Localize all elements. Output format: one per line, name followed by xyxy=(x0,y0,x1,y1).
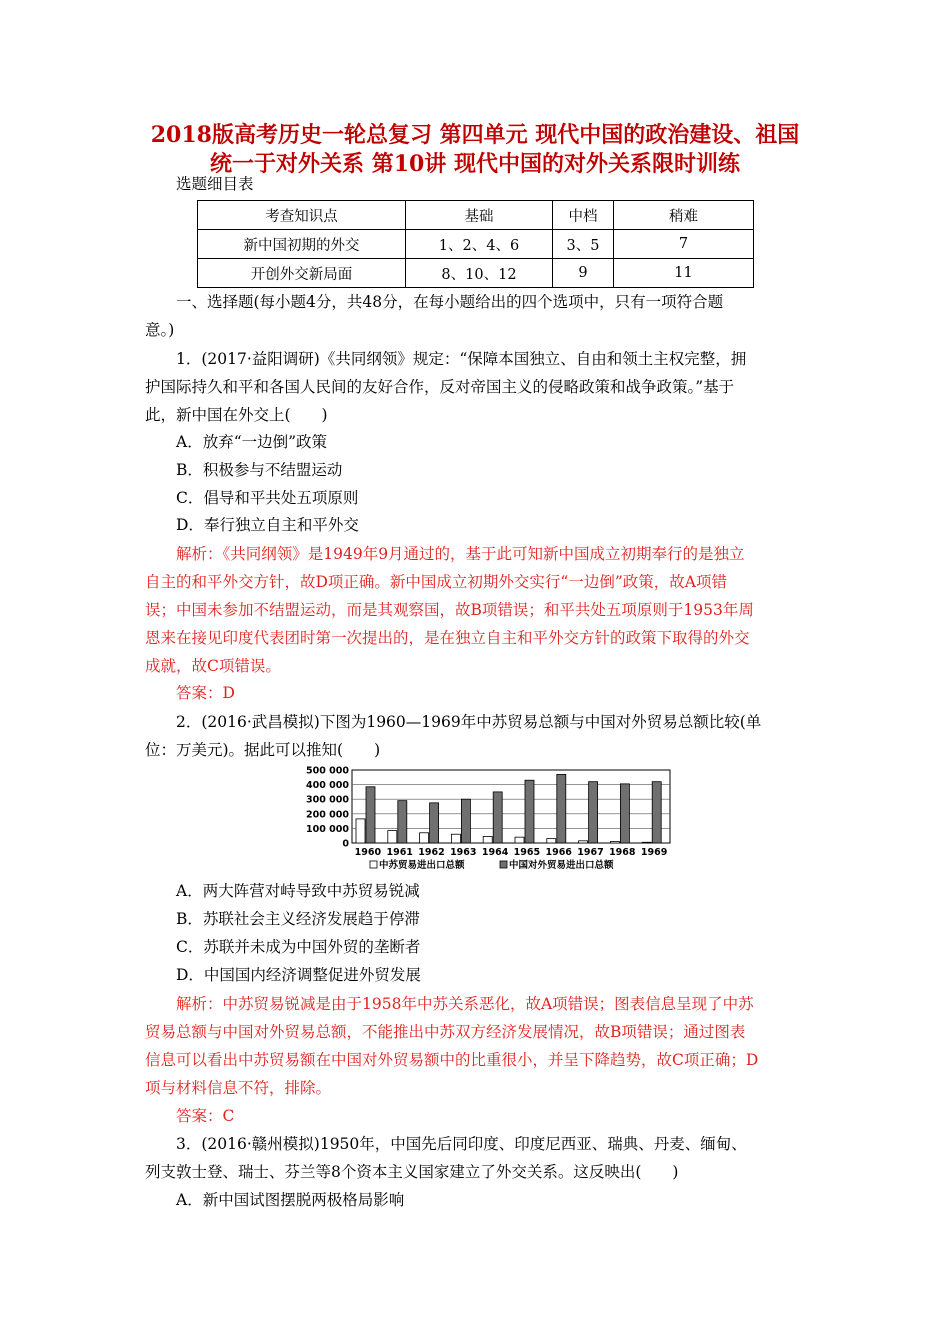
table-cell: 9 xyxy=(553,259,614,288)
sino-soviet-trade-bar xyxy=(610,842,619,843)
q1-analysis-line: 成就，故C项错误。 xyxy=(145,657,281,675)
table-row xyxy=(198,230,754,259)
china-total-trade-bar xyxy=(620,784,629,843)
sino-soviet-trade-bar xyxy=(388,831,397,843)
sino-soviet-trade-bar xyxy=(356,819,365,843)
q3-stem-line: 列支敦士登、瑞士、芬兰等8个资本主义国家建立了外交关系。这反映出( ) xyxy=(145,1163,679,1181)
y-tick-label: 300 000 xyxy=(306,794,349,806)
legend-swatch xyxy=(370,861,377,868)
trade-bar-chart xyxy=(298,765,678,877)
q1-option-d: D．奉行独立自主和平外交 xyxy=(176,516,359,534)
q1-analysis-line: 自主的和平外交方针，故D项正确。新中国成立初期外交实行“一边倒”政策，故A项错 xyxy=(145,573,727,591)
x-tick-label: 1964 xyxy=(481,847,509,858)
q2-analysis-line: 信息可以看出中苏贸易额在中国对外贸易额中的比重很小，并呈下降趋势，故C项正确；D xyxy=(145,1051,759,1069)
q2-stem-line: 2．(2016·武昌模拟)下图为1960—1969年中苏贸易总额与中国对外贸易总额比较(单 xyxy=(176,713,762,731)
y-tick-label: 200 000 xyxy=(306,809,349,821)
table-header-cell: 稍难 xyxy=(614,201,754,230)
q1-answer: 答案：D xyxy=(176,684,235,702)
table-header-cell: 中档 xyxy=(553,201,614,230)
x-tick-label: 1962 xyxy=(418,847,445,858)
table-caption: 选题细目表 xyxy=(176,175,254,193)
q2-answer: 答案：C xyxy=(176,1107,235,1125)
sino-soviet-trade-bar xyxy=(451,834,460,843)
sino-soviet-trade-bar xyxy=(420,833,429,843)
q2-analysis-line: 贸易总额与中国对外贸易总额，不能推出中苏双方经济发展情况，故B项错误；通过图表 xyxy=(145,1023,746,1041)
q2-option-b: B．苏联社会主义经济发展趋于停滞 xyxy=(176,910,420,928)
table-cell: 3、5 xyxy=(553,230,614,259)
x-tick-label: 1963 xyxy=(450,847,477,858)
table-header-cell: 考查知识点 xyxy=(198,201,406,230)
q1-option-b: B．积极参与不结盟运动 xyxy=(176,461,343,479)
legend-label: 中苏贸易进出口总额 xyxy=(379,860,465,871)
q1-stem-line: 1．(2017·益阳调研)《共同纲领》规定：“保障本国独立、自由和领土主权完整，拥 xyxy=(176,350,747,368)
doc-title-line2: 统一于对外关系 第10讲 现代中国的对外关系限时训练 xyxy=(210,151,740,177)
x-tick-label: 1968 xyxy=(609,847,636,858)
q1-stem-line: 此，新中国在外交上( ) xyxy=(145,406,328,424)
table-cell: 1、2、4、6 xyxy=(406,230,553,259)
q2-analysis-line: 项与材料信息不符，排除。 xyxy=(145,1079,332,1097)
section-intro-line2: 意。) xyxy=(145,321,175,339)
sino-soviet-trade-bar xyxy=(579,841,588,843)
china-total-trade-bar xyxy=(461,799,470,843)
y-tick-label: 500 000 xyxy=(306,765,349,777)
table-cell: 开创外交新局面 xyxy=(198,259,406,288)
table-cell: 7 xyxy=(614,230,754,259)
q2-option-d: D．中国国内经济调整促进外贸发展 xyxy=(176,966,421,984)
china-total-trade-bar xyxy=(430,803,439,843)
q3-option-a: A．新中国试图摆脱两极格局影响 xyxy=(176,1191,405,1209)
x-tick-label: 1967 xyxy=(577,847,604,858)
china-total-trade-bar xyxy=(398,801,407,843)
q2-option-c: C．苏联并未成为中国外贸的垄断者 xyxy=(176,938,421,956)
q2-analysis-line: 解析：中苏贸易锐减是由于1958年中苏关系恶化，故A项错误；图表信息呈现了中苏 xyxy=(176,995,754,1013)
q1-analysis-line: 误；中国未参加不结盟运动，而是其观察国，故B项错误；和平共处五项原则于1953年周 xyxy=(145,601,754,619)
legend-swatch xyxy=(500,861,507,868)
q1-option-c: C．倡导和平共处五项原则 xyxy=(176,489,359,507)
table-cell: 11 xyxy=(614,259,754,288)
q1-analysis-line: 恩来在接见印度代表团时第一次提出的，是在独立自主和平外交方针的政策下取得的外交 xyxy=(145,629,750,647)
topic-table xyxy=(197,200,754,288)
legend-label: 中国对外贸易进出口总额 xyxy=(509,860,614,871)
china-total-trade-bar xyxy=(366,787,375,843)
table-cell: 8、10、12 xyxy=(406,259,553,288)
x-tick-label: 1969 xyxy=(640,847,668,858)
q1-analysis-line: 解析：《共同纲领》是1949年9月通过的，基于此可知新中国成立初期奉行的是独立 xyxy=(176,545,745,563)
q1-stem-line: 护国际持久和平和各国人民间的友好合作，反对帝国主义的侵略政策和战争政策。”基于 xyxy=(145,378,735,396)
q2-stem-line: 位：万美元)。据此可以推知( ) xyxy=(145,741,381,759)
q3-stem-line: 3．(2016·赣州模拟)1950年，中国先后同印度、印度尼西亚、瑞典、丹麦、缅甸、 xyxy=(176,1135,747,1153)
x-tick-label: 1966 xyxy=(545,847,572,858)
x-tick-label: 1960 xyxy=(354,847,382,858)
table-cell: 新中国初期的外交 xyxy=(198,230,406,259)
y-tick-label: 100 000 xyxy=(306,823,349,835)
china-total-trade-bar xyxy=(589,782,598,843)
y-tick-label: 400 000 xyxy=(306,780,349,792)
section-intro-line1: 一、选择题(每小题4分，共48分，在每小题给出的四个选项中，只有一项符合题 xyxy=(176,293,724,311)
china-total-trade-bar xyxy=(557,774,566,843)
q1-option-a: A．放弃“一边倒”政策 xyxy=(176,433,328,451)
sino-soviet-trade-bar xyxy=(547,839,556,843)
x-tick-label: 1961 xyxy=(386,847,413,858)
table-header-row xyxy=(198,201,754,230)
sino-soviet-trade-bar xyxy=(515,837,524,843)
q2-option-a: A．两大阵营对峙导致中苏贸易锐减 xyxy=(176,882,420,900)
china-total-trade-bar xyxy=(525,780,534,843)
table-header-cell: 基础 xyxy=(406,201,553,230)
sino-soviet-trade-bar xyxy=(642,842,651,843)
china-total-trade-bar xyxy=(493,792,502,843)
y-tick-label: 0 xyxy=(342,838,349,850)
doc-title-line1: 2018版高考历史一轮总复习 第四单元 现代中国的政治建设、祖国 xyxy=(150,122,800,148)
china-total-trade-bar xyxy=(652,782,661,843)
table-row xyxy=(198,259,754,288)
sino-soviet-trade-bar xyxy=(483,836,492,843)
x-tick-label: 1965 xyxy=(513,847,541,858)
